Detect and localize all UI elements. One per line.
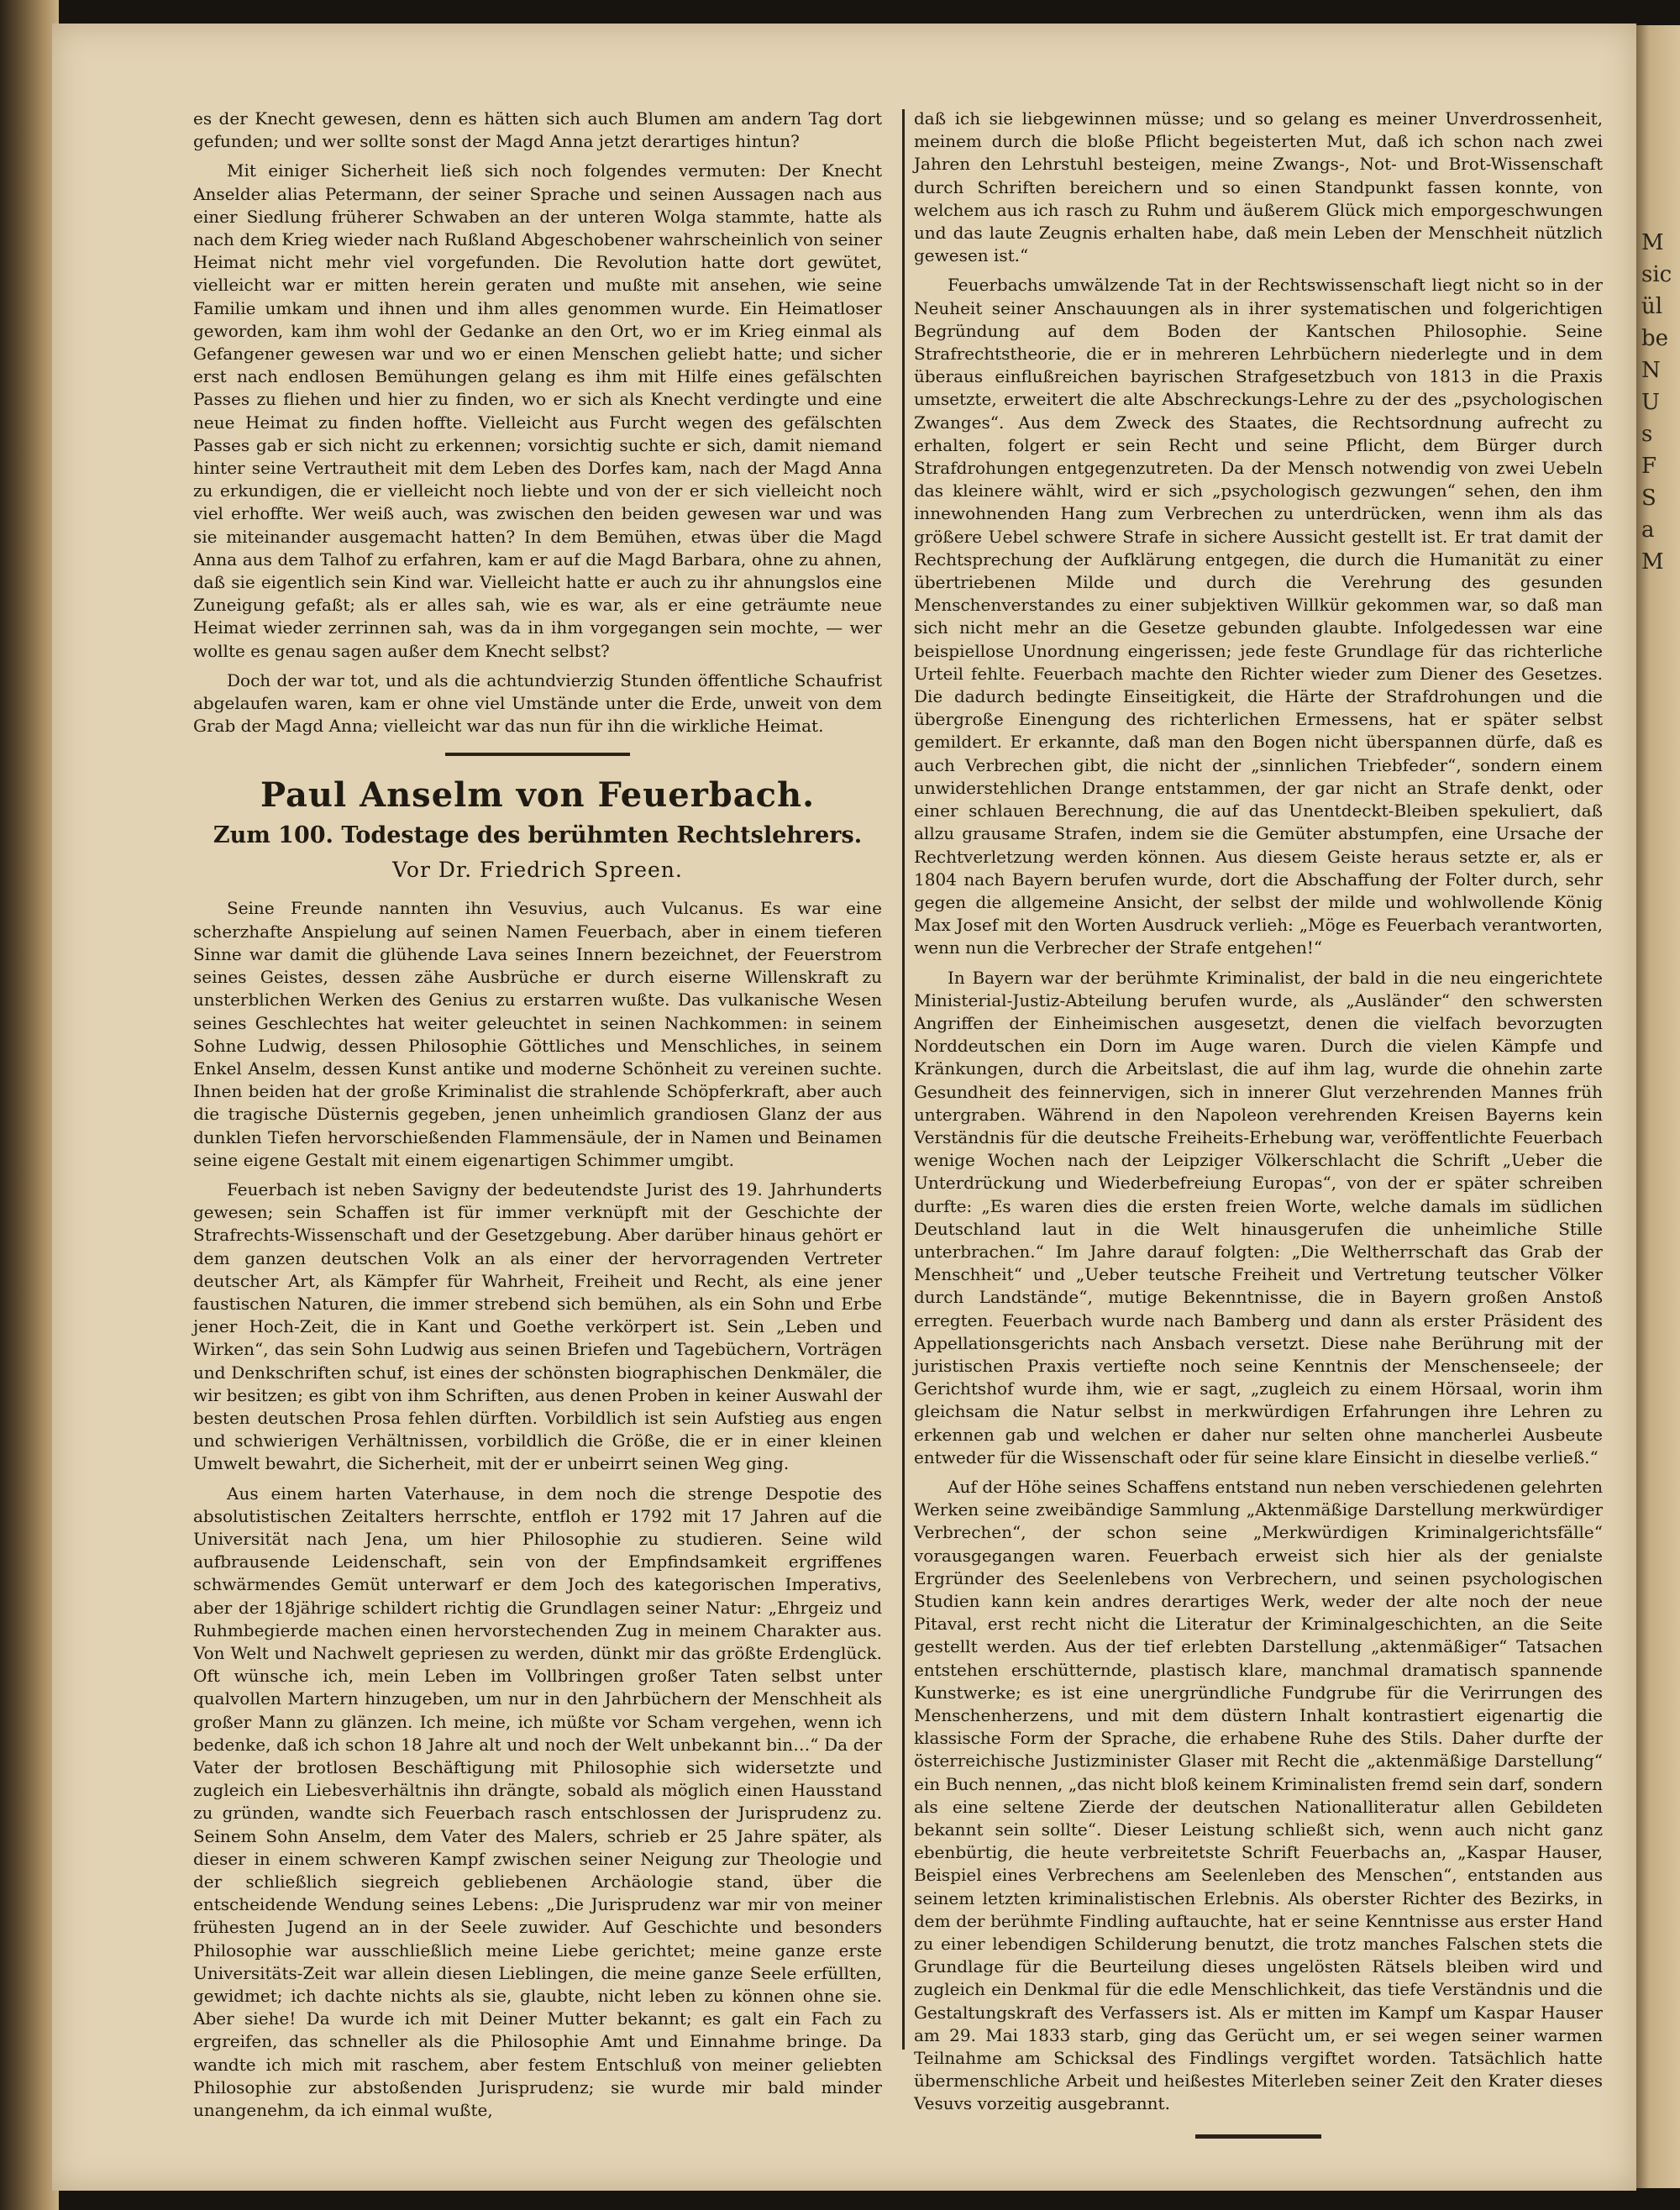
right-column xyxy=(914,108,1603,2139)
paragraph: Aus einem harten Vaterhause, in dem noch die strenge Despotie des absolutistischen Zeitalters herrschte, entfloh er 1792 mit 17 Jahren auf die Universität nach Jena, um hier Philosophie zu studieren. Seine wild aufbrausende Leidenschaft, sein von der Empfindsamkeit ergriffenes schwärmendes Gemüt unterwarf er dem Joch des kategorischen Imperativs, aber der 18jährige schildert richtig die Grundlagen seiner Natur: „Ehrgeiz und Ruhmbegierde machen einen hervorstechenden Zug in meinem Charakter aus. Von Welt und Nachwelt gepriesen zu werden, dünkt mir das größte Erdenglück. Oft wünsche ich, mein Leben im Vollbringen großer Taten selbst unter qualvollen Martern hinzugeben, um nur in den Jahrbüchern der Menschheit als großer Mann zu glänzen. Ich meine, ich müßte vor Scham vergehen, wenn ich bedenke, daß ich schon 18 Jahre alt und noch der Welt unbekannt bin…“ Da der Vater der brotlosen Beschäftigung mit Philosophie sich widersetzte und zugleich ein Liebesverhältnis ihn drängte, sobald als möglich einen Hausstand zu gründen, wandte sich Feuerbach rasch entschlossen der Jurisprudenz zu. Seinem Sohn Anselm, dem Vater des Malers, schrieb er 25 Jahre später, als dieser in einem schweren Kampf zwischen seiner Neigung zur Theologie und der schließlich siegreich gebliebenen Archäologie stand, über die entscheidende Wendung seines Lebens: „Die Jurisprudenz war mir von meiner frühesten Jugend an in der Seele zuwider. Auf Geschichte und besonders Philosophie war ausschließlich meine Liebe gerichtet; meine ganze erste Universitäts-Zeit war allein diesen Lieblingen, die meine ganze Seele erfüllten, gewidmet; ich dachte nichts als sie, glaubte, nicht leben zu können ohne sie. Aber siehe! Da wurde ich mit Deiner Mutter bekannt; es galt ein Fach zu ergreifen, das schneller als die Philosophie Amt und Einnahme bringe. Da wandte ich mich mit raschem, aber festem Entschluß von meiner geliebten Philosophie zur abstoßenden Jurisprudenz; sie wurde mir bald minder unangenehm, da ich einmal wußte, xyxy=(193,1483,882,2121)
fragment-line: N xyxy=(1641,358,1661,383)
section-separator xyxy=(445,753,630,756)
next-page-text-fragment xyxy=(1636,227,1672,578)
paragraph: Mit einiger Sicherheit ließ sich noch folgendes vermuten: Der Knecht Anselder alias Petermann, der seiner Sprache und seinen Aussagen nach aus einer Siedlung früherer Schwaben an der unteren Wolga stammte, hatte als nach dem Krieg wieder nach Rußland Abgeschobener wahrscheinlich von seiner Heimat nicht mehr viel vorgefunden. Die Revolution hatte dort gewütet, vielleicht war er mitten herein geraten und mußte mit ansehen, wie seine Familie umkam und ihnen und ihm alles genommen wurde. Ein Heimatloser geworden, kam ihm wohl der Gedanke an den Ort, wo er im Krieg einmal als Gefangener gewesen war und wo er einen Menschen geliebt hatte; und sicher erst nach endlosen Bemühungen gelang es ihm mit Hilfe eines gefälschten Passes zu fliehen und hier zu finden, wo er sich als Knecht verdingte und eine neue Heimat zu finden hoffte. Vielleicht aus Furcht wegen des gefälschten Passes gab er sich nicht zu erkennen; vorsichtig suchte er sich, damit niemand hinter seine Vertrautheit mit dem Leben des Dorfes kam, nach der Magd Anna zu erkundigen, die er vielleicht noch liebte und von der er sich vielleicht noch viel erhoffte. Wer weiß auch, was zwischen den beiden gewesen war und was sie miteinander ausgemacht hatten? In dem Bemühen, etwas über die Magd Anna aus dem Talhof zu erfahren, kam er auf die Magd Barbara, ohne zu ahnen, daß sie eigentlich sein Kind war. Vielleicht hatte er auch zu ihr ahnungslos eine Zuneigung gefaßt; als er alles sah, wie es war, als er eine geträumte neue Heimat wieder zerrinnen sah, was da in ihm vorgegangen sein mochte, — wer wollte es genau sagen außer dem Knecht selbst? xyxy=(193,160,882,661)
article-body-right xyxy=(914,108,1603,2116)
fragment-line: M xyxy=(1641,549,1664,575)
column-rule xyxy=(902,109,905,2050)
paragraph: daß ich sie liebgewinnen müsse; und so gelang es meiner Unverdrossenheit, meinem durch die bloße Pflicht begeisterten Mut, daß ich schon nach zwei Jahren den Lehrstuhl besteigen, meine Zwangs-, Not- und Brot-Wissenschaft durch Schriften bereichern und so einen Standpunkt fassen konnte, von welchem aus ich rasch zu Ruhm und äußerem Glück mich emporgeschwungen und das laute Zeugnis erhalten habe, daß mein Leben der Menschheit nützlich gewesen ist.“ xyxy=(914,108,1603,266)
article-author: Vor Dr. Friedrich Spreen. xyxy=(392,858,683,883)
article-body-left xyxy=(193,897,882,2122)
paragraph: Auf der Höhe seines Schaffens entstand nun neben verschiedenen gelehrten Werken seine zweibändige Sammlung „Aktenmäßige Darstellung merkwürdiger Verbrechen“, der schon seine „Merkwürdigen Kriminalgerichtsfälle“ vorausgegangen waren. Feuerbach erweist sich hier als der genialste Ergründer des Seelenlebens von Verbrechern, und seinen psychologischen Studien kann kein andres derartiges Werk, weder der alte noch der neue Pitaval, erst recht nicht die Literatur der Kriminalgeschichten, an die Seite gestellt werden. Aus der tief erlebten Darstellung „aktenmäßiger“ Tatsachen entstehen erschütternde, plastisch klare, manchmal dramatisch spannende Kunstwerke; es ist eine unergründliche Fundgrube für die Verirrungen des Menschenherzens, und mit dem düstern Inhalt kontrastiert eigenartig die klassische Form der Sprache, die erhabene Ruhe des Stils. Daher durfte der österreichische Justizminister Glaser mit Recht die „aktenmäßige Darstellung“ ein Buch nennen, „das nicht bloß keinem Kriminalisten fremd sein darf, sondern als eine seltene Zierde der deutschen Nationalliteratur allen Gebildeten bekannt sein sollte“. Dieser Leistung schließt sich, wenn auch nicht ganz ebenbürtig, die heute verbreitetste Schrift Feuerbachs an, „Kaspar Hauser, Beispiel eines Verbrechens am Seelenleben des Menschen“, entstanden aus seinem letzten kriminalistischen Erlebnis. Als oberster Richter des Bezirks, in dem der berühmte Findling auftauchte, hat er seine Kenntnisse aus erster Hand zu einer lebendigen Schilderung benutzt, die trotz manches Falschen stets die Grundlage für die Beurteilung dieses ungelösten Rätsels bleiben wird und zugleich ein Denkmal für die edle Menschlichkeit, das tiefe Verständnis und die Gestaltungskraft des Verfassers ist. Als er mitten im Kampf um Kaspar Hauser am 29. Mai 1833 starb, ging das Gerücht um, er sei wegen seiner warmen Teilnahme am Schicksal des Findlings vergiftet worden. Tatsächlich hatte übermenschliche Arbeit und heißestes Miterleben seiner Zeit den Krater dieses Vesuvs vorzeitig ausgebrannt. xyxy=(914,1476,1603,2114)
fragment-line: s xyxy=(1641,422,1653,447)
fragment-line: S xyxy=(1641,486,1656,511)
fragment-line: a xyxy=(1641,517,1655,543)
left-column xyxy=(193,108,882,2129)
paragraph: In Bayern war der berühmte Kriminalist, der bald in die neu eingerichtete Ministerial-Justiz-Abteilung berufen wurde, als „Ausländer“ den schwersten Angriffen der Einheimischen ausgesetzt, denen die vielfach bevorzugten Norddeutschen ein Dorn im Auge waren. Durch die vielen Kämpfe und Kränkungen, durch die Arbeitslast, die auf ihm lag, wurde die ohnehin zarte Gesundheit des feinnervigen, sich in innerer Glut verzehrenden Mannes früh untergraben. Während in den Napoleon verehrenden Kreisen Bayerns kein Verständnis für die deutsche Freiheits-Erhebung war, veröffentlichte Feuerbach wenige Wochen nach der Leipziger Völkerschlacht die Schrift „Ueber die Unterdrückung und Wiederbefreiung Europas“, von der er später schreiben durfte: „Es waren dies die ersten freien Worte, welche damals im südlichen Deutschland laut in die Welt hinausgerufen die unheimliche Stille unterbrachen.“ Im Jahre darauf folgten: „Die Weltherrschaft das Grab der Menschheit“ und „Ueber teutsche Freiheit und Vertretung teutscher Völker durch Landstände“, mutige Bekenntnisse, die in Bayern großen Anstoß erregten. Feuerbach wurde nach Bamberg und dann als erster Präsident des Appellationsgerichts nach Ansbach versetzt. Diese nahe Berührung mit der juristischen Praxis vertiefte noch seine Kenntnis der Menschenseele; der Gerichtshof wurde ihm, wie er sagt, „zugleich zu einem Hörsaal, worin ihm gleichsam die Natur selbst in merkwürdigen Erfahrungen ihre Lehren zu erkennen gab und welchen er daher nur selten ohne mancherlei Ausbeute entweder für die Wissenschaft oder für seine klare Einsicht in dieselbe verließ.“ xyxy=(914,967,1603,1467)
fragment-line: ül xyxy=(1641,294,1663,319)
fragment-line: F xyxy=(1641,454,1657,479)
fragment-line: U xyxy=(1641,390,1660,415)
paragraph: Feuerbach ist neben Savigny der bedeutendste Jurist des 19. Jahrhunderts gewesen; sein Schaffen ist für immer verknüpft mit der Geschichte der Strafrechts-Wissenschaft und der Gesetzgebung. Aber darüber hinaus gehört er dem ganzen deutschen Volk an als einer der hervorragenden Vertreter deutscher Art, als Kämpfer für Wahrheit, Freiheit und Recht, als eine jener faustischen Naturen, die immer strebend sich bemühen, als ein Sohn und Erbe jener Hoch-Zeit, die in Kant und Goethe verkörpert ist. Sein „Leben und Wirken“, das sein Sohn Ludwig aus seinen Briefen und Tagebüchern, Vorträgen und Denkschriften schuf, ist eines der schönsten biographischen Denkmäler, die wir besitzen; es gibt von ihm Schriften, aus denen Proben in keiner Auswahl der besten deutschen Prosa fehlen dürften. Vorbildlich ist sein Aufstieg aus engen und schwierigen Verhältnissen, vorbildlich die Größe, die er in einer kleinen Umwelt bewahrt, die Sicherheit, mit der er unbeirrt seinen Weg ging. xyxy=(193,1178,882,1474)
paragraph: Doch der war tot, und als die achtundvierzig Stunden öffentliche Schaufrist abgelaufen waren, kam er ohne viel Umstände unter die Erde, unweit von dem Grab der Magd Anna; vielleicht war das nun für ihn die wirkliche Heimat. xyxy=(193,669,882,737)
paragraph: es der Knecht gewesen, denn es hätten sich auch Blumen am andern Tag dort gefunden; und wer sollte sonst der Magd Anna jetzt derartiges hintun? xyxy=(193,108,882,152)
next-page-edge xyxy=(1636,25,1680,2188)
story-continuation xyxy=(193,108,882,738)
article-end-rule xyxy=(1195,2134,1321,2139)
fragment-line: be xyxy=(1641,326,1669,351)
fragment-line: M xyxy=(1641,230,1664,255)
book-binding xyxy=(0,0,59,2210)
paragraph: Feuerbachs umwälzende Tat in der Rechtswissenschaft liegt nicht so in der Neuheit seiner Anschauungen als in ihrer systematischen und folgerichtigen Begründung auf dem Boden der Kantschen Philosophie. Seine Strafrechtstheorie, die er in mehreren Lehrbüchern niederlegte und in dem überaus einflußreichen bayrischen Strafgesetzbuch von 1813 in die Praxis umsetzte, erweitert die alte Abschreckungs-Lehre zu der des „psychologischen Zwanges“. Aus dem Zweck des Staates, die Rechtsordnung aufrecht zu erhalten, folgert er sein Recht und seine Pflicht, dem Bürger durch Strafdrohungen entgegenzutreten. Da der Mensch notwendig von zwei Uebeln das kleinere wählt, wird er sich „psychologisch gezwungen“ sehen, den ihm innewohnenden Hang zum Verbrechen zu unterdrücken, wenn ihm als das größere Uebel schwere Strafe in sichere Aussicht gestellt ist. Er trat damit der Rechtsprechung der Aufklärung entgegen, die durch die Humanität zu einer übertriebenen Milde und durch die Verehrung des gesunden Menschenverstandes zu einer subjektiven Willkür gekommen war, so daß man sich nicht mehr an die Gesetze gebunden glaubte. Infolgedessen war eine beispiellose Unordnung eingerissen; jede feste Grundlage für das richterliche Urteil fehlte. Feuerbach machte den Richter wieder zum Diener des Gesetzes. Die dadurch bedingte Einseitigkeit, die Härte der Strafdrohungen und die übergroße Einengung des richterlichen Ermessens, hat er später selbst gemildert. Er erkannte, daß man den Bogen nicht überspannen dürfe, daß es auch Verbrechen gibt, die nicht der „sinnlichen Triebfeder“, sondern einem unwiderstehlichen Drange entstammen, der gar nicht an Strafe denkt, oder einer schlauen Berechnung, die auf das Unentdeckt-Bleiben spekuliert, daß allzu grausame Strafen, indem sie die Gemüter abstumpfen, eine Ursache der Rechtverletzung werden können. Aus diesem Geiste heraus setzte er, als er 1804 nach Bayern berufen wurde, dort die Abschaffung der Folter durch, sehr gegen die allgemeine Ansicht, der selbst der milde und wohlwollende König Max Josef mit den Worten Ausdruck verlieh: „Möge es Feuerbach verantworten, wenn nun die Verbrecher der Strafe entgehen!“ xyxy=(914,275,1603,958)
article-title: Paul Anselm von Feuerbach. xyxy=(260,775,816,816)
fragment-line: sic xyxy=(1641,262,1672,287)
paragraph: Seine Freunde nannten ihn Vesuvius, auch Vulcanus. Es war eine scherzhafte Anspielung auf seinen Namen Feuerbach, aber in einem tieferen Sinne war damit die glühende Lava seines Innern bezeichnet, der Feuerstrom seines Geistes, dessen zähe Ausbrüche er durch eiserne Willenskraft zu unsterblichen Werken des Genius zu erstarren wußte. Das vulkanische Wesen seines Geschlechtes hat weiter geleuchtet in seinen Nachkommen: in seinem Sohne Ludwig, dessen Philosophie Göttliches und Menschliches, in seinem Enkel Anselm, dessen Kunst antike und moderne Schönheit zu vereinen suchte. Ihnen beiden hat der große Kriminalist die strahlende Schöpferkraft, aber auch die tragische Düsternis gegeben, jenen unheimlich grandiosen Glanz der aus dunklen Tiefen hervorschießenden Flammensäule, der in Namen und Beinamen seine eigene Gestalt mit einem eigenartigen Schimmer umgibt. xyxy=(193,898,882,1170)
article-subtitle: Zum 100. Todestage des berühmten Rechtslehrers. xyxy=(213,822,863,849)
